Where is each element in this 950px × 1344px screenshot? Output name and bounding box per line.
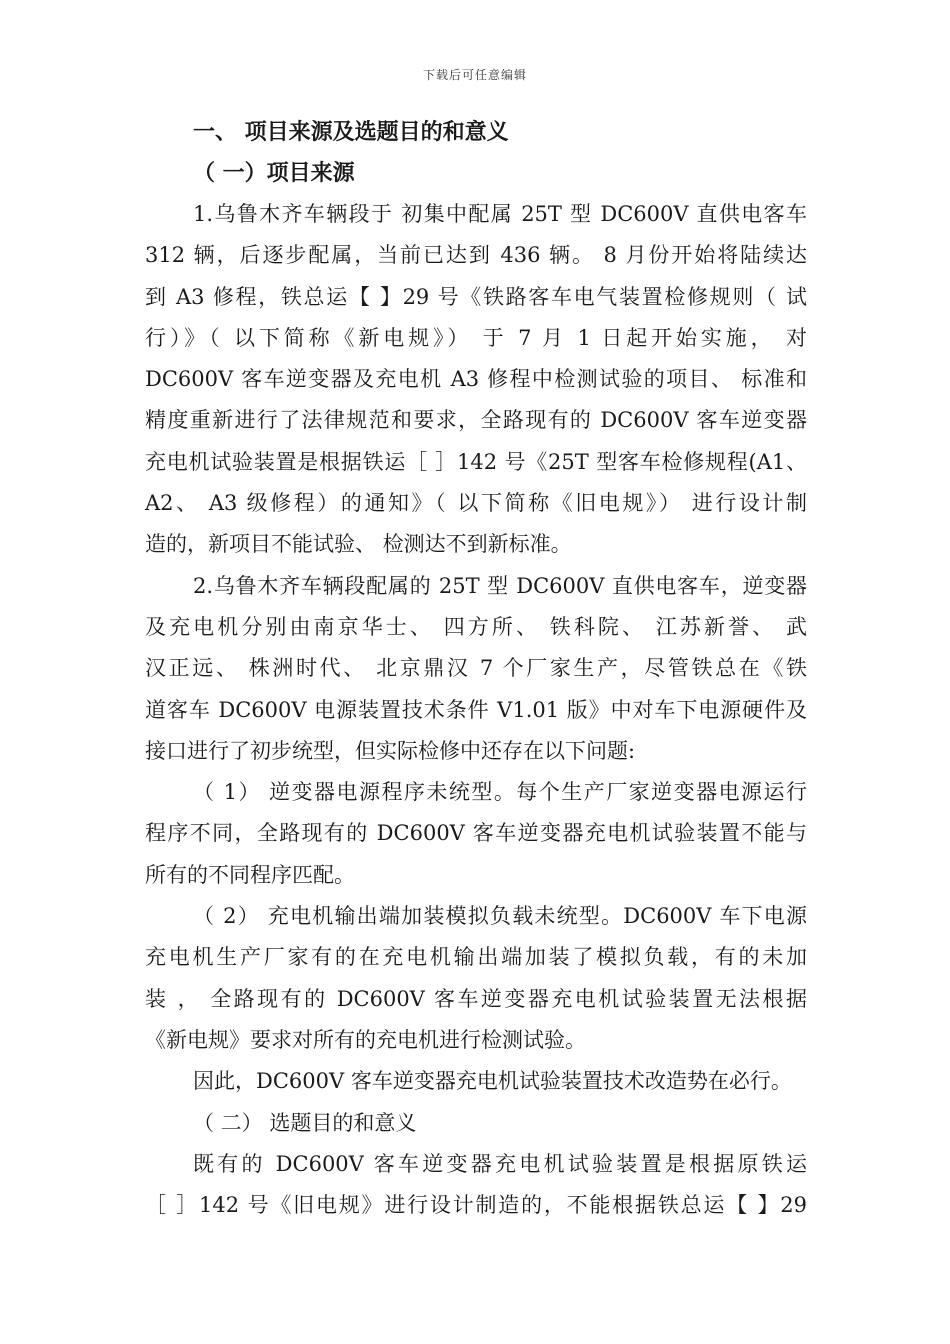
subsection-heading-project-source: （ 一）项目来源 bbox=[193, 161, 355, 186]
paragraph-4 bbox=[145, 896, 807, 1061]
paragraph-line: A2、 A3 级修程）的通知》（ 以下简称《旧电规》） 进行设计制 bbox=[145, 491, 807, 516]
document-body bbox=[145, 112, 807, 1226]
paragraph-line: 及充电机分别由南京华士、 四方所、 铁科院、 江苏新誉、 武 bbox=[145, 614, 807, 639]
paragraph-line: 道客车 DC600V 电源装置技术条件 V1.01 版》中对车下电源硬件及 bbox=[145, 697, 807, 722]
paragraph-line: （ 1） 逆变器电源程序未统型。每个生产厂家逆变器电源运行 bbox=[193, 780, 807, 805]
paragraph-line: 程序不同，全路现有的 DC600V 客车逆变器充电机试验装置不能与 bbox=[145, 821, 807, 846]
subsection-heading-purpose: （ 二） 选题目的和意义 bbox=[193, 1110, 417, 1135]
paragraph-line: 2.乌鲁木齐车辆段配属的 25T 型 DC600V 直供电客车，逆变器 bbox=[193, 573, 807, 598]
paragraph-5 bbox=[145, 1061, 807, 1102]
paragraph-6 bbox=[145, 1144, 807, 1227]
paragraph-line: 造的，新项目不能试验、 检测达不到新标准。 bbox=[145, 532, 572, 557]
paragraph-line: DC600V 客车逆变器及充电机 A3 修程中检测试验的项目、 标准和 bbox=[145, 367, 807, 392]
paragraph-line: 充电机生产厂家有的在充电机输出端加装了模拟负载，有的未加 bbox=[145, 945, 807, 970]
paragraph-line: 汉正远、 株洲时代、 北京鼎汉 7 个厂家生产，尽管铁总在《铁 bbox=[145, 656, 807, 681]
page-header-note: 下载后可任意编辑 bbox=[422, 68, 527, 82]
paragraph-line: 到 A3 修程，铁总运【 】29 号《铁路客车电气装置检修规则（ 试 bbox=[145, 284, 807, 309]
paragraph-line: 充电机试验装置是根据铁运［ ］142 号《25T 型客车检修规程(A1、 bbox=[145, 449, 807, 474]
paragraph-line: （ 2） 充电机输出端加装模拟负载未统型。DC600V 车下电源 bbox=[193, 904, 807, 929]
paragraph-line: 装 ， 全路现有的 DC600V 客车逆变器充电机试验装置无法根据 bbox=[145, 986, 807, 1011]
paragraph-3 bbox=[145, 772, 807, 896]
paragraph-line: 因此，DC600V 客车逆变器充电机试验装置技术改造势在必行。 bbox=[193, 1069, 792, 1094]
paragraph-line: 精度重新进行了法律规范和要求，全路现有的 DC600V 客车逆变器 bbox=[145, 408, 807, 433]
paragraph-line: ［ ］142 号《旧电规》进行设计制造的，不能根据铁总运【 】29 bbox=[145, 1193, 807, 1218]
paragraph-line: 《新电规》要求对所有的充电机进行检测试验。 bbox=[145, 1027, 586, 1052]
paragraph-1 bbox=[145, 194, 807, 566]
paragraph-2 bbox=[145, 566, 807, 772]
section-heading: 一、 项目来源及选题目的和意义 bbox=[193, 120, 509, 145]
paragraph-line: 行）》（ 以下简称《新电规》） 于 7 月 1 日起开始实施， 对 bbox=[145, 325, 807, 350]
paragraph-line: 1.乌鲁木齐车辆段于 初集中配属 25T 型 DC600V 直供电客车 bbox=[193, 202, 807, 226]
paragraph-line: 接口进行了初步统型，但实际检修中还存在以下问题: bbox=[145, 738, 636, 763]
paragraph-line: 所有的不同程序匹配。 bbox=[145, 862, 355, 887]
paragraph-line: 既有的 DC600V 客车逆变器充电机试验装置是根据原铁运 bbox=[193, 1151, 807, 1176]
paragraph-line: 312 辆，后逐步配属，当前已达到 436 辆。 8 月份开始将陆续达 bbox=[145, 243, 807, 268]
